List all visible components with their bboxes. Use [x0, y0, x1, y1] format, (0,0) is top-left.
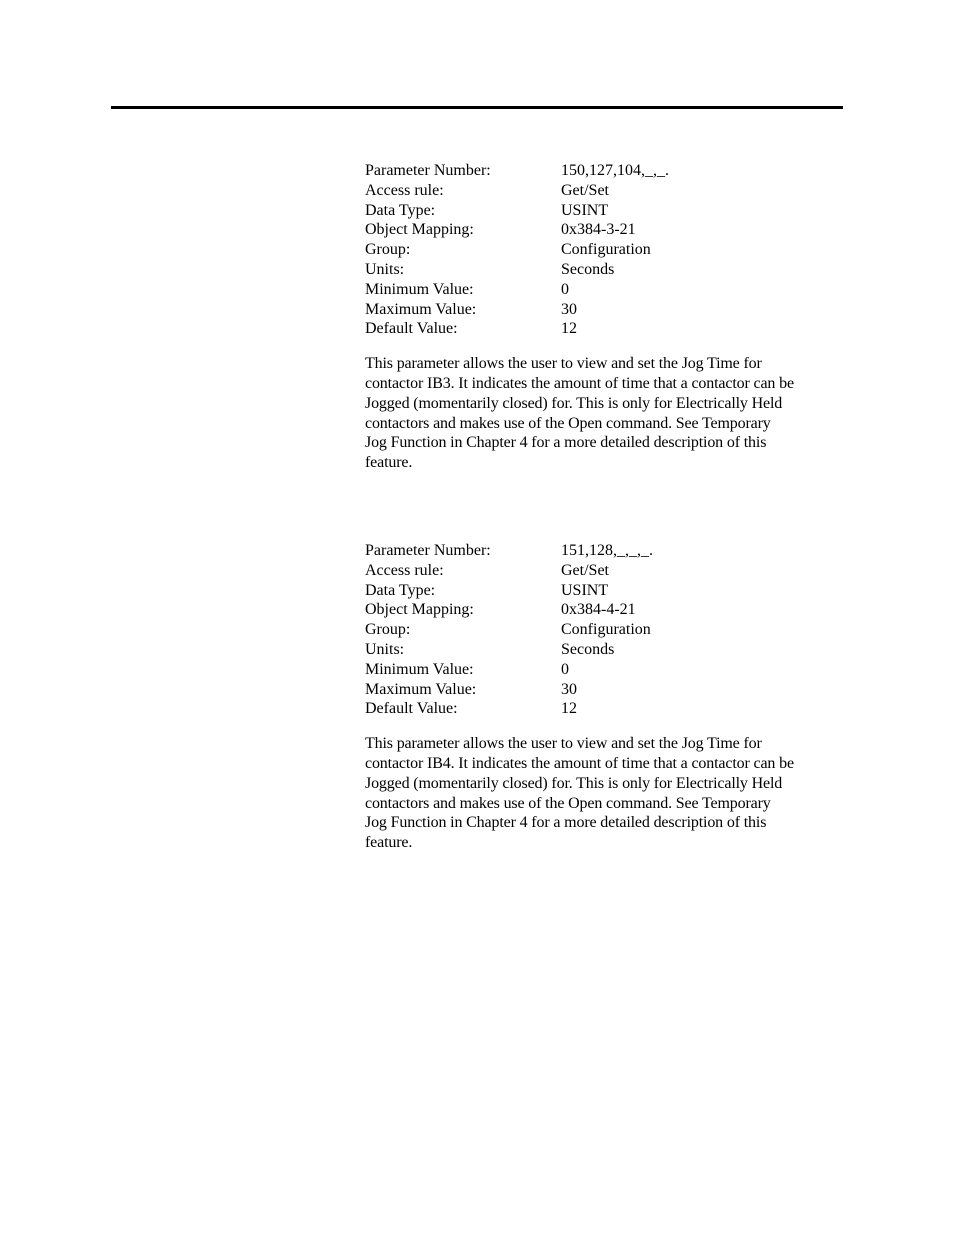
- param-value: 30: [561, 680, 577, 698]
- param-value: Seconds: [561, 260, 615, 278]
- param-label: Object Mapping:: [365, 601, 474, 619]
- description-line: This parameter allows the user to view and set the Jog Time for: [365, 735, 762, 753]
- param-row-minimum-value: [365, 660, 845, 680]
- param-label: Group:: [365, 621, 411, 639]
- parameter-description: [365, 734, 843, 853]
- param-label: Parameter Number:: [365, 162, 491, 179]
- param-label: Minimum Value:: [365, 280, 474, 298]
- description-line: contactor IB3. It indicates the amount of time that a contactor can be: [365, 374, 794, 392]
- param-label: Units:: [365, 640, 405, 658]
- param-value: 12: [561, 700, 577, 718]
- param-row-access-rule: [365, 181, 845, 201]
- param-row-units: [365, 640, 845, 660]
- param-value: Configuration: [561, 241, 651, 259]
- param-row-default-value: [365, 699, 845, 719]
- parameter-block-jog-time-ib4: [365, 541, 845, 853]
- param-value: Get/Set: [561, 181, 609, 199]
- param-label: Default Value:: [365, 320, 458, 338]
- param-row-default-value: [365, 319, 845, 339]
- description-line: Jogged (momentarily closed) for. This is only for Electrically Held: [365, 394, 783, 412]
- param-label: Default Value:: [365, 700, 458, 718]
- parameter-table: [365, 541, 845, 719]
- param-value: 0x384-3-21: [561, 221, 636, 239]
- param-row-maximum-value: [365, 680, 845, 700]
- param-label: Maximum Value:: [365, 680, 477, 698]
- param-row-number: [365, 541, 845, 561]
- param-row-units: [365, 260, 845, 280]
- param-value: Configuration: [561, 621, 651, 639]
- param-row-object-mapping: [365, 600, 845, 620]
- param-label: Access rule:: [365, 561, 444, 579]
- param-label: Maximum Value:: [365, 300, 477, 318]
- param-value: 150,127,104,_,_.: [561, 162, 669, 179]
- parameter-table: [365, 161, 845, 339]
- param-label: Group:: [365, 241, 411, 259]
- param-row-data-type: [365, 581, 845, 601]
- param-row-minimum-value: [365, 280, 845, 300]
- header-rule: [111, 106, 843, 109]
- description-line: Jogged (momentarily closed) for. This is only for Electrically Held: [365, 774, 783, 792]
- description-line: Jog Function in Chapter 4 for a more detailed description of this: [365, 814, 767, 832]
- description-line: This parameter allows the user to view and set the Jog Time for: [365, 355, 762, 373]
- param-value: 0x384-4-21: [561, 601, 636, 619]
- param-row-group: [365, 240, 845, 260]
- param-row-number: [365, 161, 845, 181]
- description-line: contactors and makes use of the Open command. See Temporary: [365, 414, 771, 432]
- param-label: Access rule:: [365, 181, 444, 199]
- param-row-group: [365, 620, 845, 640]
- param-value: USINT: [561, 201, 609, 219]
- param-value: USINT: [561, 581, 609, 599]
- description-line: feature.: [365, 454, 413, 472]
- description-line: feature.: [365, 834, 413, 852]
- param-label: Object Mapping:: [365, 221, 474, 239]
- param-label: Data Type:: [365, 201, 436, 219]
- param-value: 0: [561, 660, 569, 678]
- param-label: Parameter Number:: [365, 542, 491, 559]
- param-row-object-mapping: [365, 220, 845, 240]
- param-value: 151,128,_,_,_.: [561, 542, 653, 559]
- param-value: Seconds: [561, 640, 615, 658]
- param-label: Data Type:: [365, 581, 436, 599]
- parameter-block-jog-time-ib3: [365, 161, 845, 473]
- param-label: Minimum Value:: [365, 660, 474, 678]
- param-value: Get/Set: [561, 561, 609, 579]
- parameter-description: [365, 354, 843, 473]
- description-line: Jog Function in Chapter 4 for a more detailed description of this: [365, 434, 767, 452]
- param-value: 30: [561, 300, 577, 318]
- param-value: 12: [561, 320, 577, 338]
- description-line: contactors and makes use of the Open command. See Temporary: [365, 794, 771, 812]
- description-line: contactor IB4. It indicates the amount of time that a contactor can be: [365, 754, 794, 772]
- param-value: 0: [561, 280, 569, 298]
- param-label: Units:: [365, 260, 405, 278]
- param-row-maximum-value: [365, 300, 845, 320]
- param-row-access-rule: [365, 561, 845, 581]
- param-row-data-type: [365, 201, 845, 221]
